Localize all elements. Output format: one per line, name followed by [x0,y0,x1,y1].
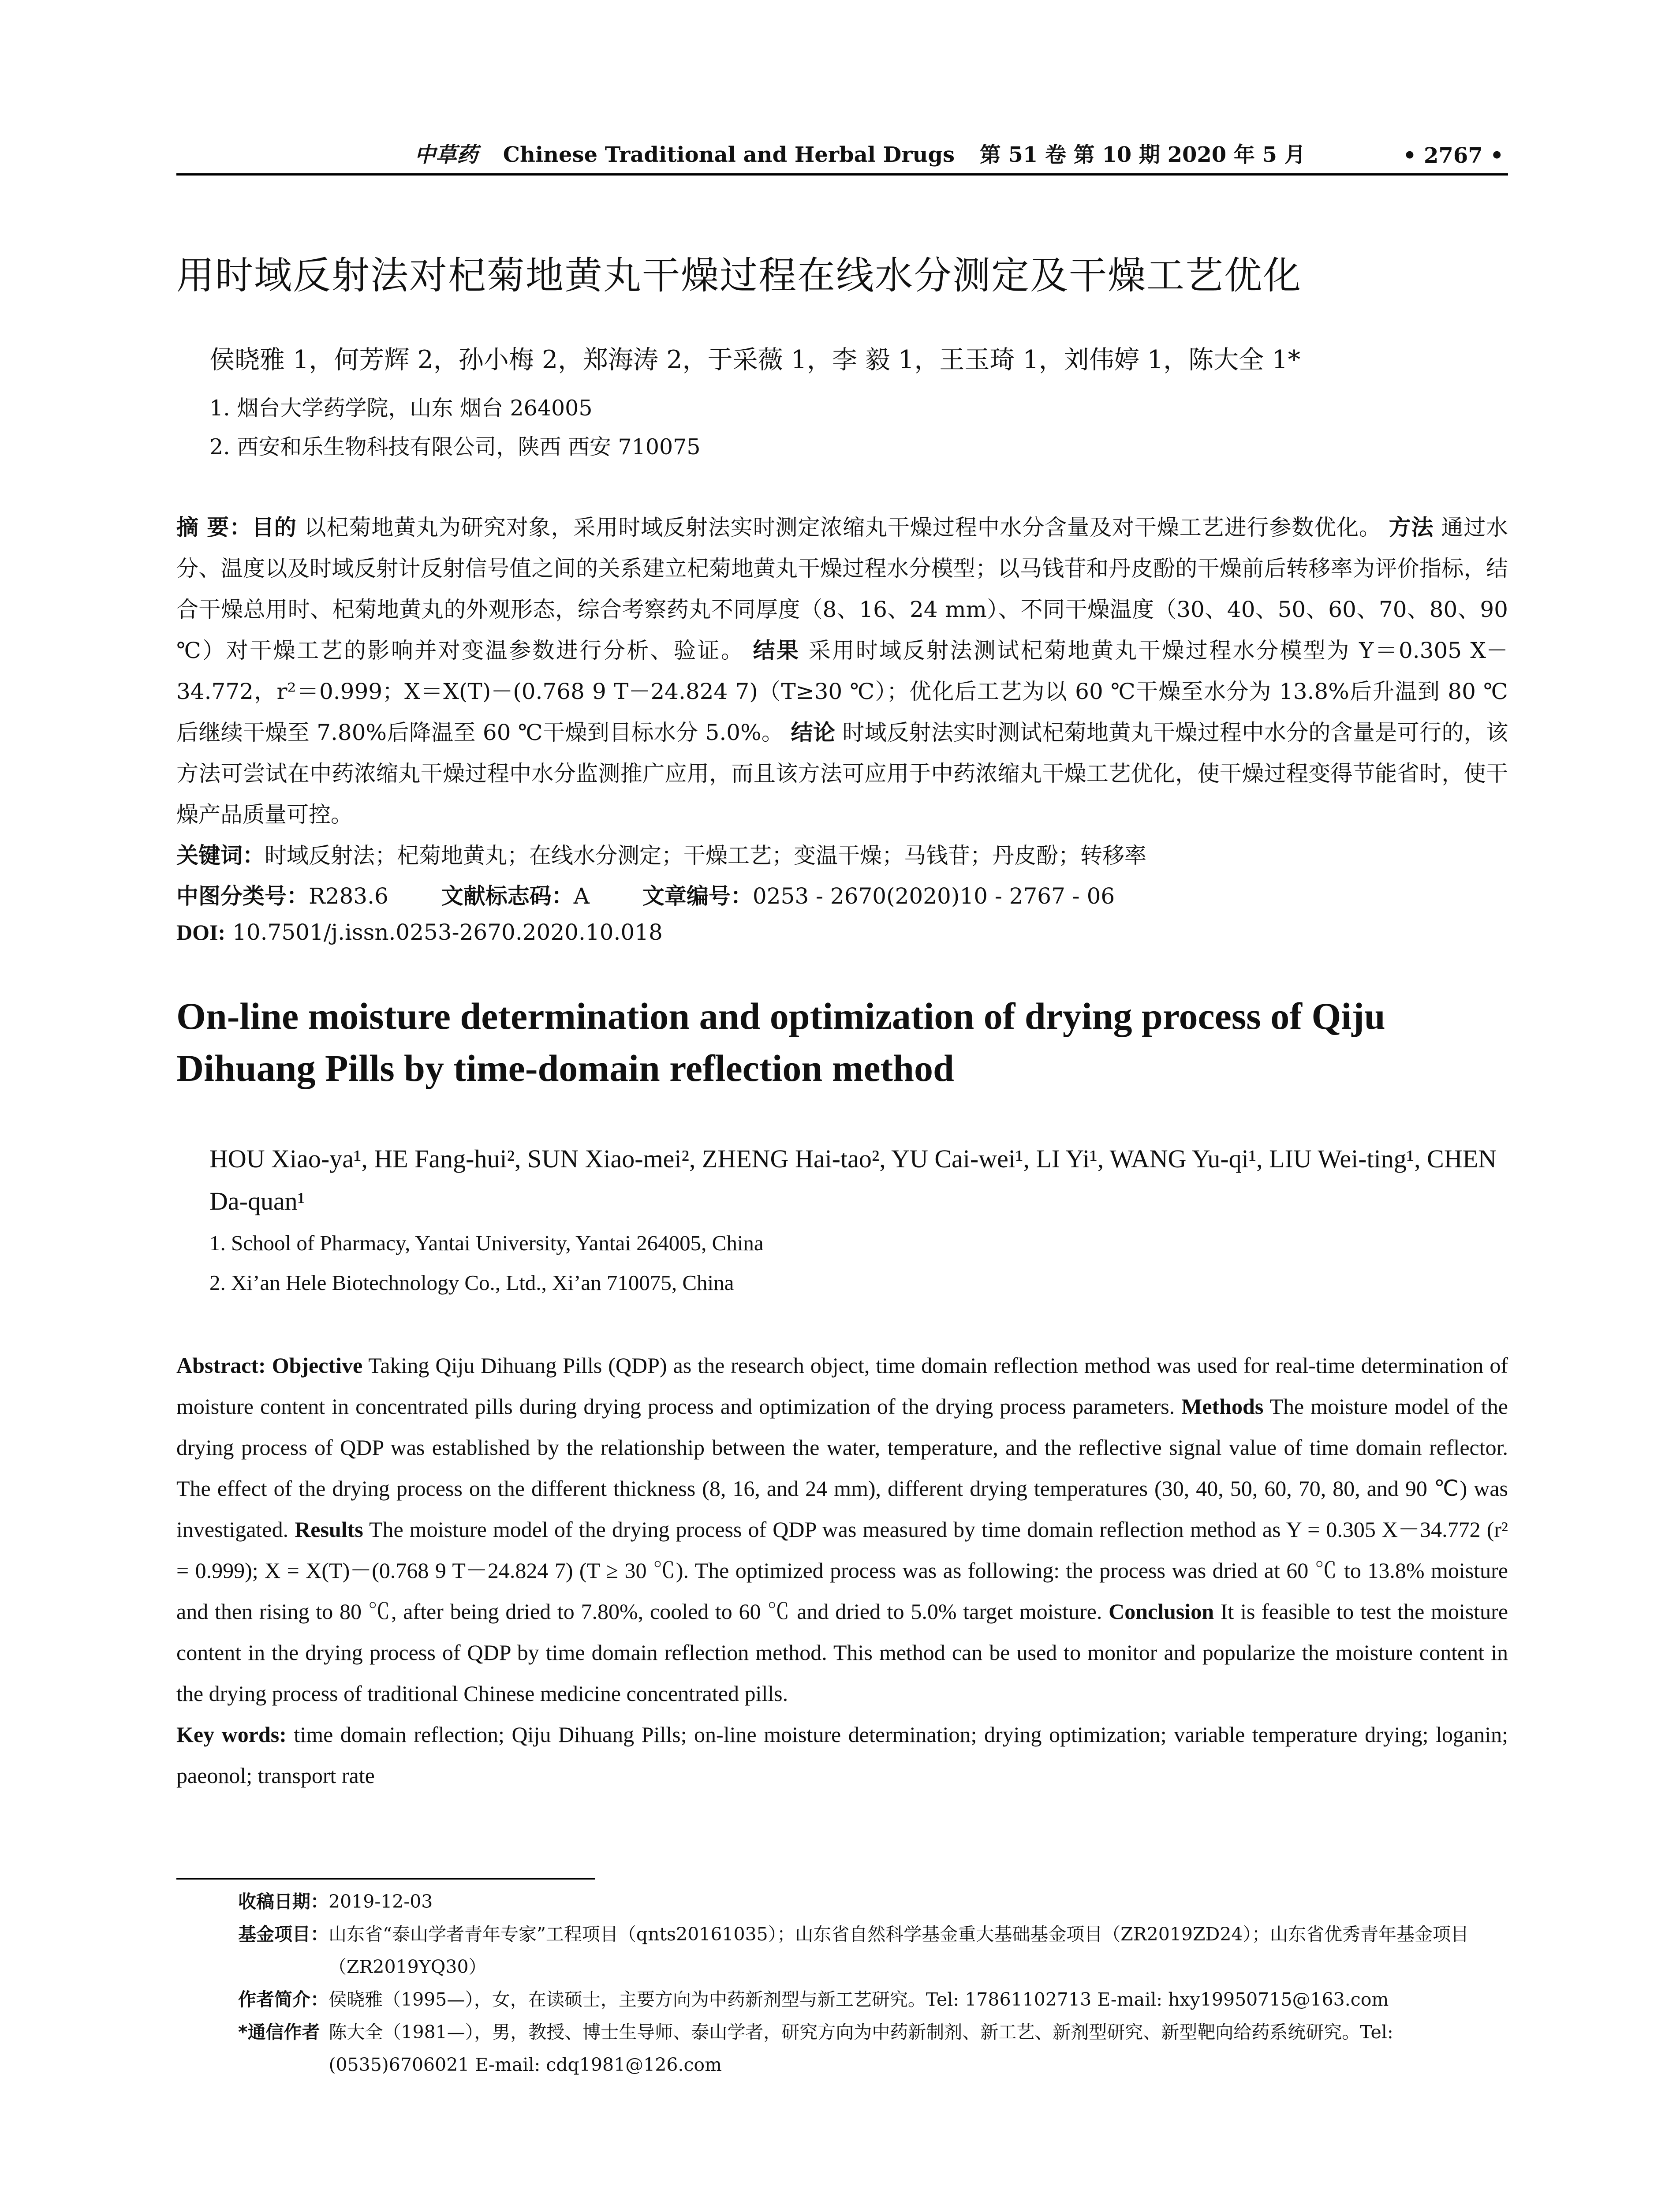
keywords-value: 时域反射法；杞菊地黄丸；在线水分测定；干燥工艺；变温干燥；马钱苷；丹皮酚；转移率 [265,843,1146,868]
doi-value[interactable]: 10.7501/j.issn.0253-2670.2020.10.018 [232,919,663,945]
clc-label: 中图分类号： [176,883,309,909]
objective-en-text: Taking Qiju Dihuang Pills (QDP) as the research object, time domain reflection method was used for real-time determination of moisture content in concentrated pills during drying process and optimization of the drying process parameters. [176,1353,1508,1419]
abstract-english [176,1345,1508,1796]
affiliation-cn-1: 1. 烟台大学药学院，山东 烟台 264005 [209,396,593,421]
objective-label: 目的 [252,515,297,540]
footnote-funding [238,1918,1512,1983]
results-label: 结果 [753,638,800,663]
footnote-author-bio [238,1983,1512,2016]
classification-line [176,878,1168,910]
methods-text: 通过水分、温度以及时域反射计反射信号值之间的关系建立杞菊地黄丸干燥过程水分模型；以马钱苷和丹皮酚的干燥前后转移率为评价指标，结合干燥总用时、杞菊地黄丸的外观形态，综合考察药丸不同厚度（8、16、24 mm）、不同干燥温度（30、40、50、60、70、80、90 ℃）对干燥工艺的影响并对变温参数进行分析、验证。 [176,515,1508,663]
abstract-en-label: Abstract: [176,1353,266,1378]
clc-value: R283.6 [309,883,388,909]
running-header [176,140,1508,176]
footnotes [238,1885,1512,2081]
keywords-en-value: time domain reflection; Qiju Dihuang Pills; on-line moisture determination; drying optimization; variable temperature drying; loganin; paeonol; transport rate [176,1722,1508,1788]
authors-chinese: 侯晓雅 1，何芳辉 2，孙小梅 2，郑海涛 2，于采薇 1，李 毅 1，王玉琦 1，刘伟婷 1，陈大全 1* [209,345,1301,374]
methods-en-text: The moisture model of the drying process of QDP was established by the relationship between the water, temperature, and the reflective signal value of time domain reflector. The effect of the drying process on the different thickness (8, 16, and 24 mm), different drying temperatures (30, 40, 50, 60, 70, 80, and 90 ℃) was investigated. [176,1394,1508,1542]
footnote-value: 山东省“泰山学者青年专家”工程项目（qnts20161035）；山东省自然科学基金重大基础基金项目（ZR2019ZD24）；山东省优秀青年基金项目（ZR2019YQ30） [329,1924,1469,1977]
title-english: On-line moisture determination and optimization of drying process of Qiju Dihuang Pills by time-domain reflection method [176,995,1385,1089]
footnote-label: 基金项目： [238,1924,329,1945]
article-no-value: 0253 - 2670(2020)10 - 2767 - 06 [752,883,1115,909]
results-en-text: The moisture model of the drying process of QDP was measured by time domain reflection method as Y = 0.305 X－34.772 (r² = 0.999); X = X(T)－(0.768 9 T－24.824 7) (T ≥ 30 ℃). The optimized process was as following: the process was dried at 60 ℃ to 13.8% moisture and then rising to 80 ℃, after being dried to 7.80%, cooled to 60 ℃ and dried to 5.0% target moisture. [176,1517,1508,1624]
objective-en-label: Objective [272,1353,363,1378]
methods-en-label: Methods [1181,1394,1264,1419]
doc-code-label: 文献标志码： [441,883,574,909]
results-en-label: Results [295,1517,363,1542]
abstract-chinese [176,507,1508,835]
footnote-corresponding [238,2016,1512,2081]
doi-label: DOI: [176,920,226,945]
conclusion-en-label: Conclusion [1109,1599,1214,1624]
footnote-value: 2019-12-03 [329,1891,433,1912]
footnote-value: 陈大全（1981—），男，教授、博士生导师、泰山学者，研究方向为中药新制剂、新工艺、新剂型研究、新型靶向给药系统研究。Tel: (0535)6706021 E-mail: cdq1981@126.com [329,2022,1393,2075]
footnote-label: 收稿日期： [238,1891,329,1912]
doc-code-value: A [573,883,590,909]
abstract-label: 摘 要： [176,515,252,540]
conclusion-text: 时域反射法实时测试杞菊地黄丸干燥过程中水分的含量是可行的，该方法可尝试在中药浓缩丸干燥过程中水分监测推广应用，而且该方法可应用于中药浓缩丸干燥工艺优化，使干燥过程变得节能省时，使干燥产品质量可控。 [176,720,1508,827]
journal-issue: 第 51 卷 第 10 期 2020 年 5 月 [979,142,1306,167]
article-no-label: 文章编号： [642,883,753,909]
affiliation-cn-2: 2. 西安和乐生物科技有限公司，陕西 西安 710075 [209,434,701,460]
affiliation-en-1: 1. School of Pharmacy, Yantai University, Yantai 264005, China [209,1231,764,1255]
journal-name-en: Chinese Traditional and Herbal Drugs [503,142,955,167]
authors-english: HOU Xiao-ya¹, HE Fang-hui², SUN Xiao-mei², ZHENG Hai-tao², YU Cai-wei¹, LI Yi¹, WANG Yu-qi¹, LIU Wei-ting¹, CHEN Da-quan¹ [209,1144,1497,1215]
doi-line [176,919,663,945]
methods-label: 方法 [1389,515,1434,540]
conclusion-label: 结论 [791,720,836,745]
keywords-label: 关键词： [176,843,265,868]
conclusion-en-text: It is feasible to test the moisture content in the drying process of QDP by time domain reflection method. This method can be used to monitor and popularize the moisture content in the drying process of traditional Chinese medicine concentrated pills. [176,1599,1508,1706]
footnote-received [238,1885,1512,1918]
footnote-label: 作者简介： [238,1989,329,2010]
page-number: • 2767 • [1403,143,1504,168]
footnote-label: *通信作者 [238,2022,320,2043]
results-text: 采用时域反射法测试杞菊地黄丸干燥过程水分模型为 Y＝0.305 X－34.772，r²＝0.999；X＝X(T)－(0.768 9 T－24.824 7)（T≥30 ℃）；优化后工艺为以 60 ℃干燥至水分为 13.8%后升温到 80 ℃后继续干燥至 7.80%后降温至 60 ℃干燥到目标水分 5.0%。 [176,638,1508,745]
affiliation-en-2: 2. Xi’an Hele Biotechnology Co., Ltd., Xi’an 710075, China [209,1271,734,1295]
footnote-divider [176,1878,595,1880]
title-chinese: 用时域反射法对杞菊地黄丸干燥过程在线水分测定及干燥工艺优化 [176,254,1302,298]
keywords-en-label: Key words: [176,1722,287,1747]
journal-logo: 中草药 [414,142,478,167]
keywords-chinese [176,838,1146,870]
journal-info [414,138,1306,168]
footnote-value: 侯晓雅（1995—），女，在读硕士，主要方向为中药新剂型与新工艺研究。Tel: 17861102713 E-mail: hxy19950715@163.com [329,1989,1389,2010]
objective-text: 以杞菊地黄丸为研究对象，采用时域反射法实时测定浓缩丸干燥过程中水分含量及对干燥工艺进行参数优化。 [304,515,1381,540]
